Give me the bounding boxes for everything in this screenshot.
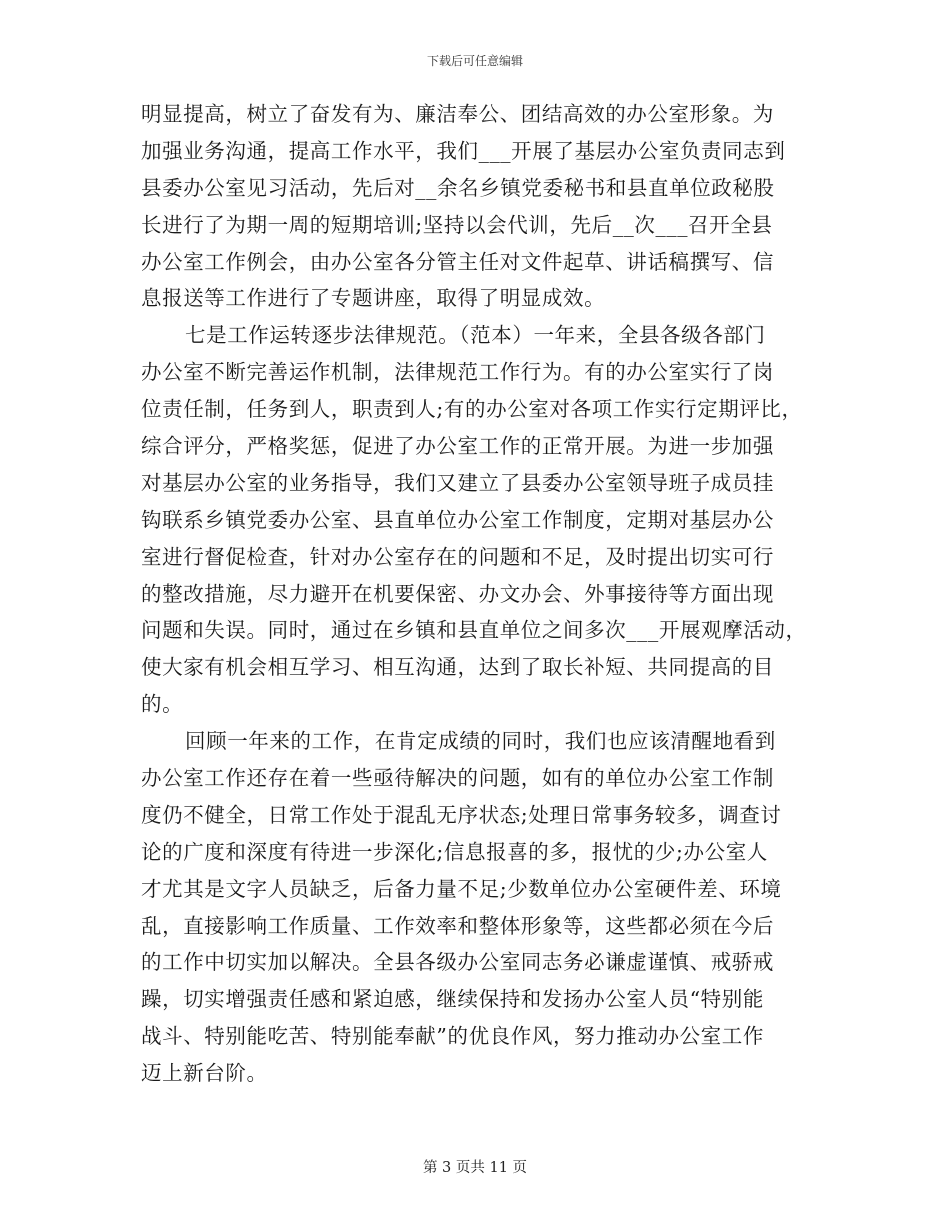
text-line: 综合评分，严格奖惩，促进了办公室工作的正常开展。为进一步加强 — [141, 434, 774, 459]
text-line: 加强业务沟通，提高工作水平，我们___开展了基层办公室负责同志到 — [141, 138, 786, 163]
text-line: 办公室工作还存在着一些亟待解决的问题，如有的单位办公室工作制 — [141, 766, 774, 791]
text-line: 乱，直接影响工作质量、工作效率和整体形象等，这些都必须在今后 — [141, 913, 774, 938]
text-line: 对基层办公室的业务指导，我们又建立了县委办公室领导班子成员挂 — [141, 470, 774, 495]
text-line: 迈上新台阶。 — [141, 1061, 268, 1086]
text-line: 息报送等工作进行了专题讲座，取得了明显成效。 — [141, 286, 606, 311]
text-line: 位责任制，任务到人，职责到人;有的办公室对各项工作实行定期评比， — [141, 397, 803, 422]
text-line: 的工作中切实加以解决。全县各级办公室同志务必谦虚谨慎、戒骄戒 — [141, 950, 774, 975]
text-line: 钩联系乡镇党委办公室、县直单位办公室工作制度，定期对基层办公 — [141, 507, 774, 532]
text-line: 战斗、特别能吃苦、特别能奉献”的优良作风，努力推动办公室工作 — [141, 1024, 764, 1049]
text-line: 使大家有机会相互学习、相互沟通，达到了取长补短、共同提高的目 — [141, 655, 774, 680]
text-line: 室进行督促检查，针对办公室存在的问题和不足，及时提出切实可行 — [141, 544, 774, 569]
text-line: 回顾一年来的工作，在肯定成绩的同时，我们也应该清醒地看到 — [185, 729, 776, 754]
text-line: 度仍不健全，日常工作处于混乱无序状态;处理日常事务较多，调查讨 — [141, 802, 782, 827]
text-line: 办公室不断完善运作机制，法律规范工作行为。有的办公室实行了岗 — [141, 360, 774, 385]
text-line: 的。 — [141, 692, 184, 717]
text-line: 的整改措施，尽力避开在机要保密、办文办会、外事接待等方面出现 — [141, 581, 774, 606]
text-line: 躁，切实增强责任感和紧迫感，继续保持和发扬办公室人员“特别能 — [141, 987, 764, 1012]
text-line: 明显提高，树立了奋发有为、廉洁奉公、团结高效的办公室形象。为 — [141, 102, 774, 126]
text-line: 七是工作运转逐步法律规范。（范本）一年来，全县各级各部门 — [185, 323, 766, 348]
page-header: 下载后可任意编辑 — [426, 54, 523, 68]
text-line: 长进行了为期一周的短期培训;坚持以会代训，先后__次___召开全县 — [141, 212, 773, 237]
text-line: 县委办公室见习活动，先后对__余名乡镇党委秘书和县直单位政秘股 — [141, 175, 775, 200]
text-line: 办公室工作例会，由办公室各分管主任对文件起草、讲话稿撰写、信 — [141, 249, 774, 274]
text-line: 才尤其是文字人员缺乏，后备力量不足;少数单位办公室硬件差、环境 — [141, 876, 782, 901]
page-footer: 第 3 页共 11 页 — [422, 1160, 528, 1176]
text-line: 问题和失误。同时，通过在乡镇和县直单位之间多次___开展观摩活动， — [141, 618, 807, 643]
text-line: 论的广度和深度有待进一步深化;信息报喜的多，报忧的少;办公室人 — [141, 839, 768, 864]
document-body — [141, 96, 815, 1092]
